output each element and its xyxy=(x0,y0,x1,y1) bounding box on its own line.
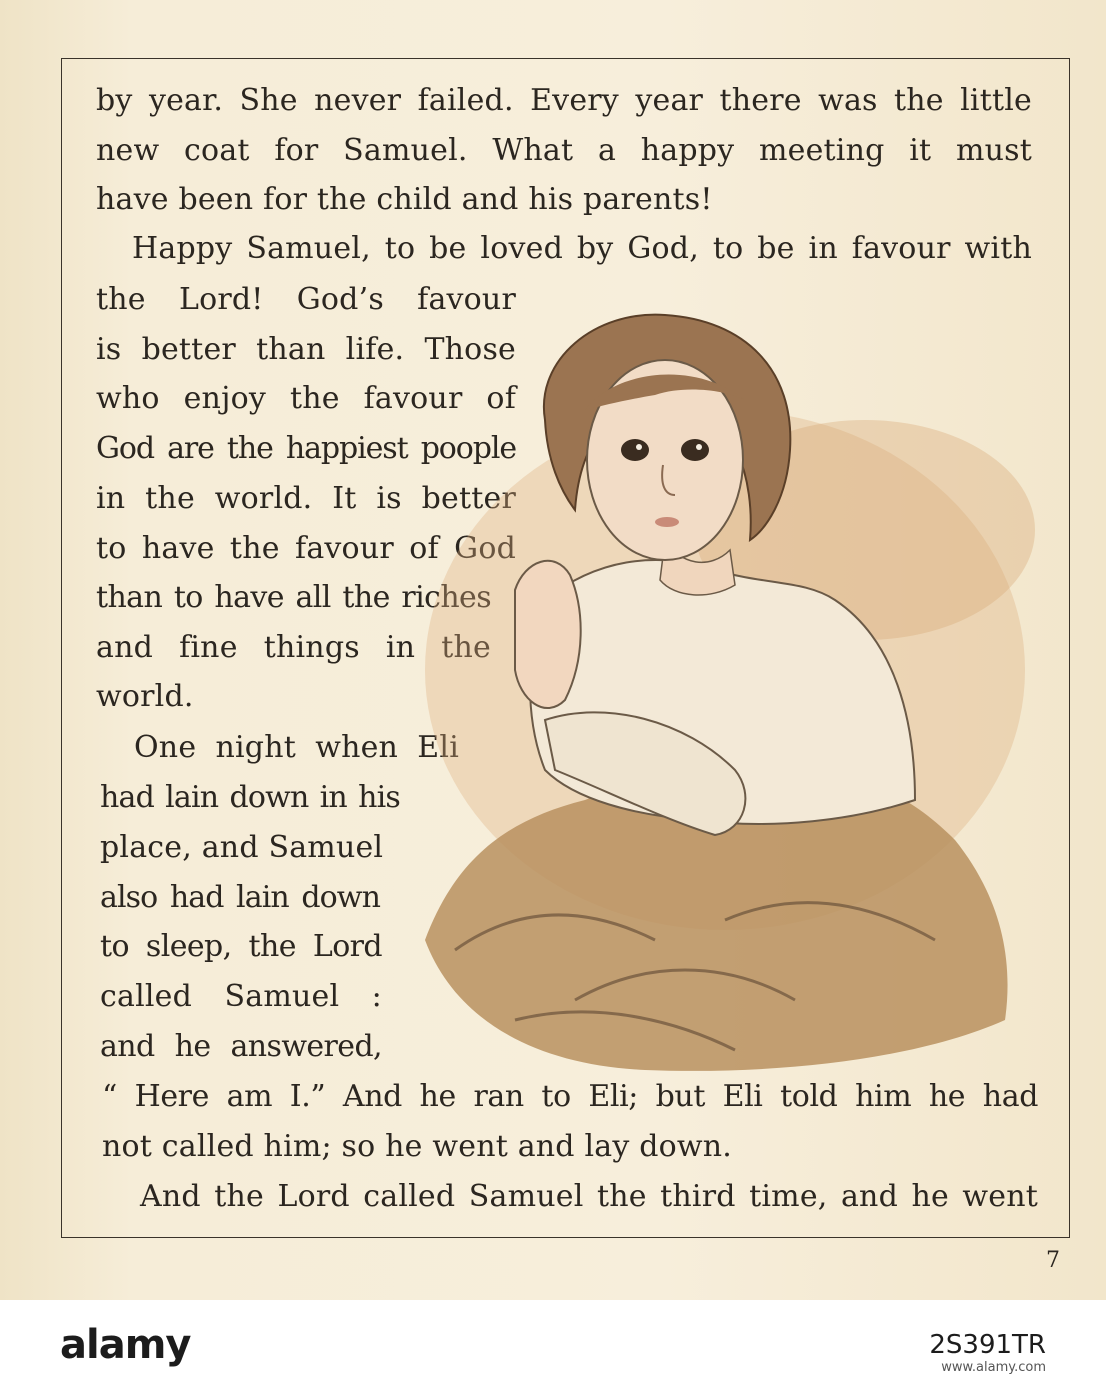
text-line-4: Happy Samuel, to be loved by God, to be in favour with xyxy=(132,231,1032,266)
text-line-13: world. xyxy=(96,679,194,714)
text-line-18: to sleep, the Lord xyxy=(100,929,382,964)
text-line-16: place, and Samuel xyxy=(100,830,384,865)
text-line-3: have been for the child and his parents! xyxy=(96,182,713,217)
image-id: 2S391TR xyxy=(929,1330,1046,1360)
text-line-1: by year. She never failed. Every year there was the little xyxy=(96,83,1032,118)
text-line-23: And the Lord called Samuel the third time, and he went xyxy=(140,1179,1038,1214)
text-line-5: the Lord! God’s favour xyxy=(96,282,516,317)
text-line-17: also had lain down xyxy=(100,880,380,915)
text-line-2: new coat for Samuel. What a happy meeting it must xyxy=(96,133,1032,168)
text-line-7: who enjoy the favour of xyxy=(96,381,516,416)
text-line-15: had lain down in his xyxy=(100,780,400,815)
text-line-8: God are the happiest poople xyxy=(96,431,516,466)
text-line-22: not called him; so he went and lay down. xyxy=(102,1129,733,1164)
alamy-logo: alamy xyxy=(60,1322,191,1368)
footer-url: www.alamy.com xyxy=(941,1360,1046,1375)
text-line-10: to have the favour of God xyxy=(96,531,516,566)
text-line-21: “ Here am I.” And he ran to Eli; but Eli told him he had xyxy=(102,1079,1038,1114)
text-line-20: and he answered, xyxy=(100,1029,382,1064)
page-number: 7 xyxy=(1046,1248,1060,1273)
child-illustration xyxy=(395,300,1035,1080)
text-line-12: and fine things in the xyxy=(96,630,491,665)
text-line-19: called Samuel : xyxy=(100,979,382,1014)
watermark-footer xyxy=(0,1300,1106,1390)
text-line-14: One night when Eli xyxy=(134,730,459,765)
text-line-11: than to have all the riches xyxy=(96,580,491,615)
text-line-6: is better than life. Those xyxy=(96,332,516,367)
text-line-9: in the world. It is better xyxy=(96,481,516,516)
